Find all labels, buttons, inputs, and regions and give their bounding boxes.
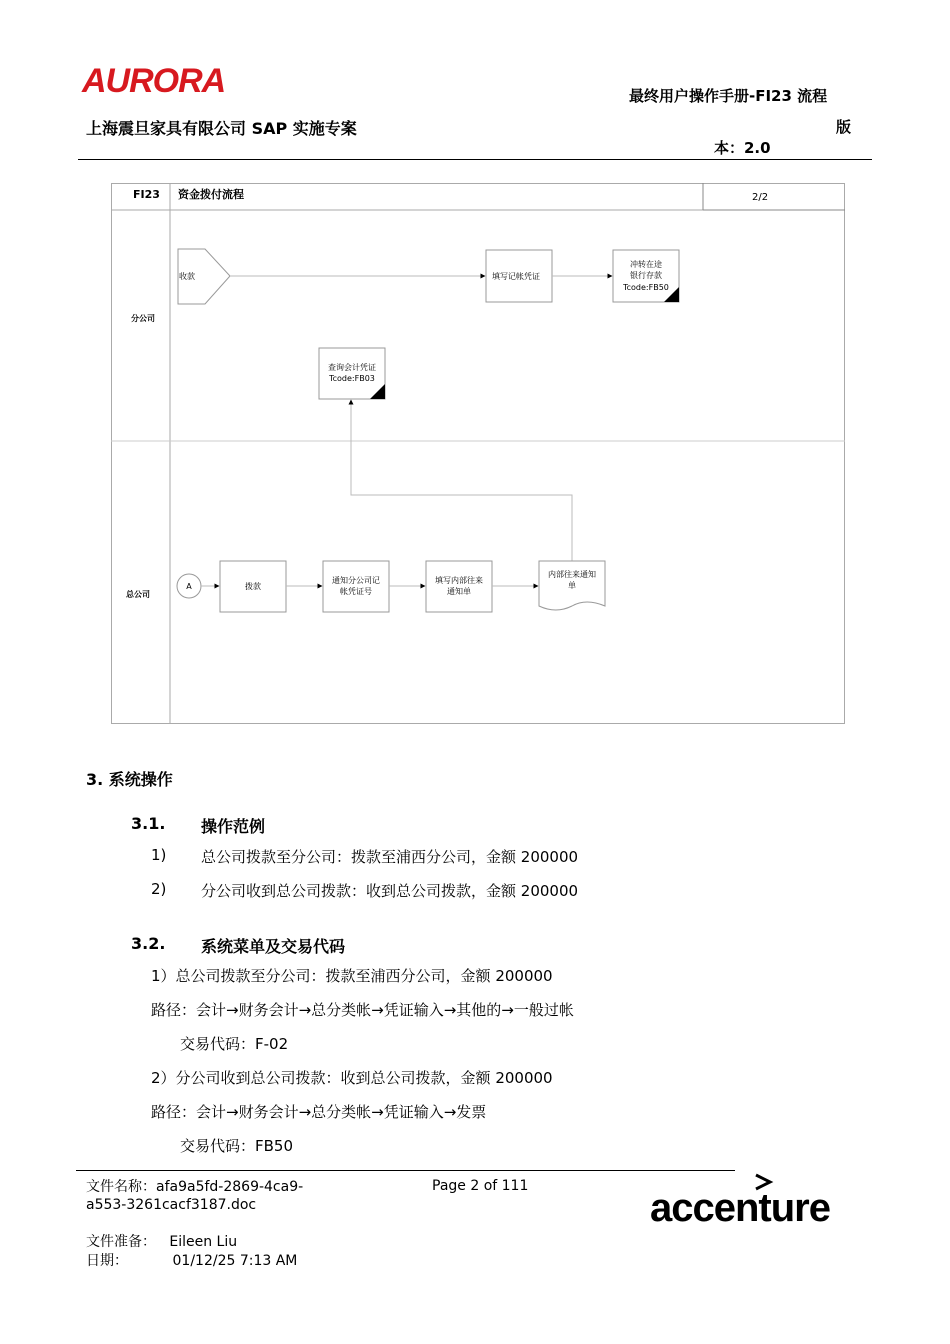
section-3-2-number: 3.2. [131, 934, 166, 953]
connector-a-label: A [186, 582, 192, 591]
menu-item-2: 2）分公司收到总公司拨款：收到总公司拨款，金额 200000 [151, 1069, 553, 1087]
document-version: 本：2.0 [714, 139, 771, 157]
document-title: 最终用户操作手册-FI23 流程 [629, 87, 828, 105]
transaction-code-2: 交易代码：FB50 [180, 1137, 294, 1155]
menu-path-2: 路径：会计→财务会计→总分类帐→凭证输入→发票 [151, 1103, 487, 1121]
notify-line-1: 通知分公司记 [332, 576, 380, 585]
query-line-2: Tcode:FB03 [329, 374, 375, 383]
flowchart-title: 资金拨付流程 [178, 188, 244, 201]
footer-filename [86, 1178, 303, 1214]
footer-divider [76, 1170, 735, 1171]
example-item-2-number: 2) [151, 880, 167, 898]
process-flowchart [111, 183, 845, 724]
footer-prepared-by: 文件准备： Eileen Liu [86, 1234, 238, 1250]
example-item-2-text: 分公司收到总公司拨款：收到总公司拨款，金额 200000 [201, 882, 579, 900]
lane-label-hq: 总公司 [126, 590, 150, 599]
fill-voucher-label: 填写记帐凭证 [492, 272, 540, 281]
flowchart-page: 2/2 [752, 192, 769, 203]
menu-item-1: 1）总公司拨款至分公司：拨款至浦西分公司，金额 200000 [151, 967, 553, 985]
section-3-1-number: 3.1. [131, 814, 166, 833]
header-divider [78, 159, 872, 160]
footer-date: 日期： 01/12/25 7:13 AM [86, 1253, 298, 1269]
section-3-2-title: 系统菜单及交易代码 [201, 937, 346, 956]
company-name: 上海震旦家具有限公司 SAP 实施专案 [86, 119, 357, 138]
receive-label: 收款 [179, 272, 195, 281]
reverse-line-1: 冲转在途 [630, 260, 662, 269]
query-line-1: 查询会计凭证 [328, 363, 376, 372]
flowchart-frame [112, 184, 845, 724]
fillnotice-line-2: 通知单 [447, 587, 471, 596]
document-title-suffix: 版 [836, 118, 852, 136]
example-item-1-number: 1) [151, 846, 167, 864]
footer-filename-line-1: 文件名称：afa9a5fd-2869-4ca9- [86, 1179, 304, 1195]
reverse-line-3: Tcode:FB50 [623, 283, 669, 292]
footer-page-number: Page 2 of 111 [432, 1178, 529, 1194]
intercompany-line-2: 单 [568, 581, 576, 590]
flowchart-code: FI23 [133, 188, 160, 201]
footer-filename-line-2: a553-3261cacf3187.doc [86, 1197, 257, 1213]
notify-line-2: 帐凭证号 [340, 587, 372, 596]
fillnotice-line-1: 填写内部往来 [435, 576, 483, 585]
aurora-logo: AURORA [82, 62, 226, 100]
accenture-logo: accenture [650, 1186, 830, 1230]
reverse-line-2: 银行存款 [630, 271, 662, 280]
allocate-label: 拨款 [245, 582, 261, 591]
menu-path-1: 路径：会计→财务会计→总分类帐→凭证输入→其他的→一般过帐 [151, 1001, 574, 1019]
intercompany-line-1: 内部往来通知 [548, 570, 596, 579]
section-3-1-title: 操作范例 [201, 817, 266, 836]
example-item-1-text: 总公司拨款至分公司：拨款至浦西分公司，金额 200000 [201, 848, 579, 866]
lane-label-branch: 分公司 [131, 314, 155, 323]
transaction-code-1: 交易代码：F-02 [180, 1035, 289, 1053]
section-3-title: 3. 系统操作 [86, 770, 173, 789]
